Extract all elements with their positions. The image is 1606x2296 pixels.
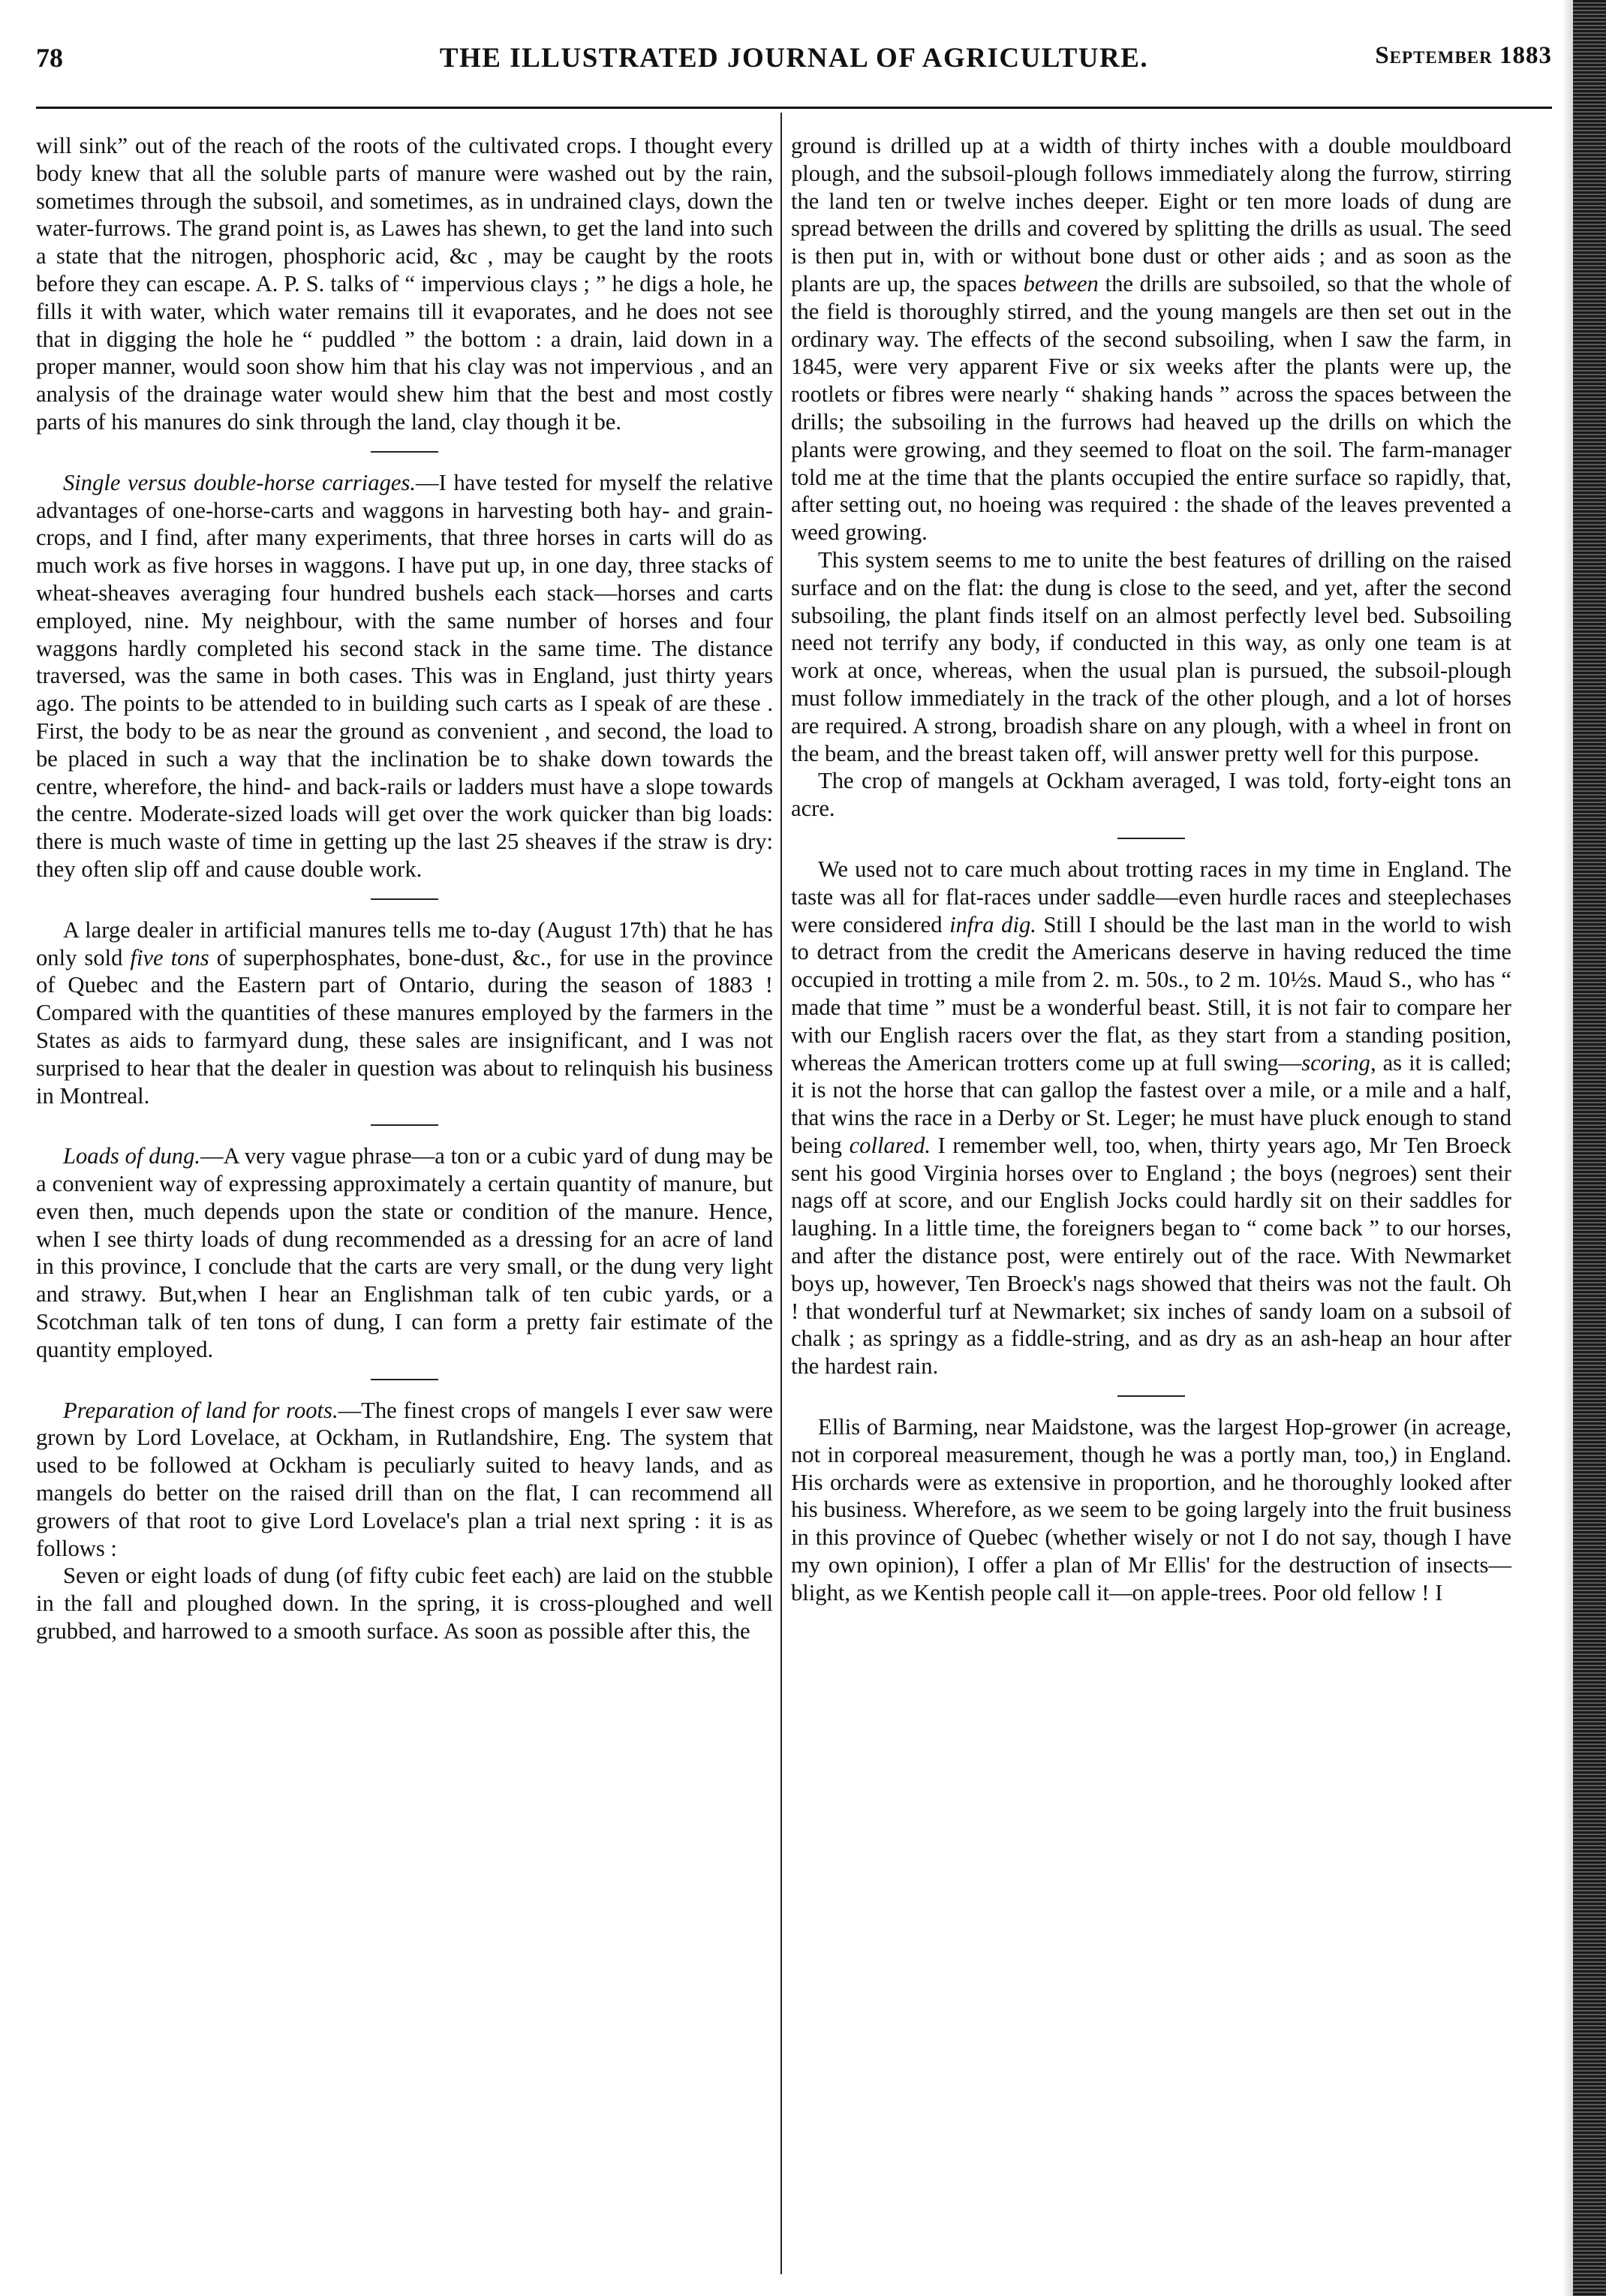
binding-shadow [1562, 0, 1573, 2296]
page-number: 78 [36, 43, 63, 73]
paragraph-loads-of-dung: Loads of dung.—A very vague phrase—a ton or a cubic yard of dung may be a convenient way of expressing approximately a certain quantity of manure, but even then, much depends upon the state or condition of the manure. Hence, when I see thirty loads of dung recommended as a dressing for an acre of land in this province, I conclude that the carts are very small, or the dung very light and strawy. But,when I hear an Englishman talk of ten cubic yards, or a Scotchman talk of ten tons of dung, I can form a pretty fair estimate of the quantity employed. [36, 1143, 773, 1362]
paragraph-manure-drainage: will sink” out of the reach of the roots of the cultivated crops. I thought every body knew that all the soluble parts of manure were washed out by the rain, sometimes through the subsoil, and sometimes, as in undrained clays, down the water-furrows. The grand point is, as Lawes has shewn, to get the land into such a state that the nitrogen, phosphoric acid, &c , may be caught by the roots before they can escape. A. P. S. talks of “ impervious clays ; ” he digs a hole, he fills it with water, which water remains till it evaporates, and he does not see that in digging the hole he “ puddled ” the bottom : a drain, laid down in a proper manner, would soon show him that his clay was not impervious , and an analysis of the drainage water would shew him that the best and most costly parts of his manures do sink through the land, clay though it be. [36, 133, 773, 435]
right-column [791, 132, 1511, 1607]
section-separator [371, 1124, 438, 1126]
header-rule [36, 107, 1552, 109]
paragraph-crop-yield: The crop of mangels at Ockham averaged, I was told, forty-eight tons an acre. [791, 768, 1511, 822]
paragraph-trotting-races: We used not to care much about trotting races in my time in England. The taste was all for flat-races under saddle—even hurdle races and steeplechases were considered infra dig. Still I should be the last man in the world to wish to detract from the credit the Americans deserve in having reduced the time occupied in trotting a mile from 2. m. 50s., to 2 m. 10½s. Maud S., who has “ made that time ” must be a wonderful beast. Still, it is not fair to compare her with our English racers over the flat, as they start from a standing position, whereas the American trotters come up at full swing—scoring, as it is called; it is not the horse that can gallop the fastest over a mile, or a mile and a half, that wins the race in a Derby or St. Leger; he must have pluck enough to stand being collared. I remember well, too, when, thirty years ago, Mr Ten Broeck sent his good Virginia horses over to England ; the boys (negroes) sent their nags off at score, and our English Jocks could hardly sit on their saddles for laughing. In a little time, the foreigners began to “ come back ” to our horses, and after the distance post, were entirely out of the race. With Newmarket boys up, however, Ten Broeck's nags showed that theirs was not the fault. Oh ! that wonderful turf at Newmarket; six inches of sandy loam on a subsoil of chalk ; as springy as a fiddle-string, and as dry as an ash-heap an hour after the hardest rain. [791, 856, 1511, 1380]
section-heading-loads-of-dung: Loads of dung. [63, 1143, 201, 1169]
section-separator [371, 1379, 438, 1380]
paragraph-preparation-roots: Preparation of land for roots.—The finest crops of mangels I ever saw were grown by Lord Lovelace, at Ockham, in Rutlandshire, Eng. The system that used to be followed at Ockham is peculiarly suited to heavy lands, and as mangels do better on the raised drill than on the flat, I can recommend all growers of that root to give Lord Lovelace's plan a trial next spring : it is as follows : [36, 1397, 773, 1561]
issue-date: September 1883 [1375, 42, 1552, 69]
section-separator [1117, 1395, 1185, 1397]
paragraph-ellis-of-barming: Ellis of Barming, near Maidstone, was the largest Hop-grower (in acreage, not in corporeal measurement, though he was a portly man, too,) in England. His orchards were as extensive in proportion, and he thoroughly looked after his business. Wherefore, as we seem to be going largely into the fruit business in this province of Quebec (whether wisely or not I do not say, though I have my own opinion), I offer a plan of Mr Ellis' for the destruction of insects—blight, as we Kentish people call it—on apple-trees. Poor old fellow ! I [791, 1414, 1511, 1605]
section-separator [371, 898, 438, 900]
left-column [36, 132, 773, 1645]
paragraph-carriages: Single versus double-horse carriages.—I have tested for myself the relative advantages of one-horse-carts and waggons in harvesting both hay- and grain-crops, and I find, after many experiments, that three horses in carts will do as much work as five horses in waggons. I have put up, in one day, three stacks of wheat-sheaves averaging four hundred bushels each stack—horses and carts employed, nine. My neighbour, with the same number of horses and four waggons hardly completed his second stack in the same time. The distance traversed, was the same in both cases. This was in England, just thirty years ago. The points to be attended to in building such carts as I speak of are these . First, the body to be as near the ground as convenient , and second, the load to be placed in such a way that the inclination be to shake down towards the centre, wherefore, the hind- and back-rails or ladders must have a slope towards the centre. Moderate-sized loads will get over the work quicker than big loads: there is much waste of time in getting up the last 25 sheaves if the straw is dry: they often slip off and cause double work. [36, 469, 773, 882]
section-separator [1117, 838, 1185, 839]
binding-edge [1573, 0, 1606, 2296]
paragraph-system-features: This system seems to me to unite the best features of drilling on the raised surface and on the flat: the dung is close to the seed, and yet, after the second subsoiling, the plant finds itself on an almost perfectly level bed. Subsoiling need not terrify any body, if conducted in this way, as only one team is at work at once, whereas, when the usual plan is pursued, the subsoil-plough must follow immediately in the track of the other plough, and a lot of horses are required. A strong, broadish share on any plough, with a wheel in front on the beam, and the breast taken off, will answer pretty well for this purpose. [791, 546, 1511, 766]
paragraph-dung-loads-spring: Seven or eight loads of dung (of fifty cubic feet each) are laid on the stubble in the fall and ploughed down. In the spring, it is cross-ploughed and well grubbed, and harrowed to a smooth surface. As soon as possible after this, the [36, 1563, 773, 1645]
section-separator [371, 451, 438, 453]
paragraph-drilling-subsoil: ground is drilled up at a width of thirty inches with a double mouldboard plough, and the subsoil-plough follows immediately along the furrow, stirring the land ten or twelve inches deeper. Eight or ten more loads of dung are spread between the drills and covered by splitting the drills as usual. The seed is then put in, with or without bone dust or other aids ; and as soon as the plants are up, the spaces between the drills are subsoiled, so that the whole of the field is thoroughly stirred, and the young mangels are then set out in the ordinary way. The effects of the second subsoiling, when I saw the farm, in 1845, were very apparent Five or six weeks after the plants were up, the rootlets or fibres were nearly “ shaking hands ” across the spaces between the drills; the subsoiling in the furrows had heaved up the drills on which the plants were growing, and they seemed to float on the soil. The farm-manager told me at the time that the plants occupied the entire surface so rapidly, that, after setting out, no hoeing was required : the shade of the leaves prevented a weed growing. [791, 133, 1511, 546]
section-heading-carriages: Single versus double-horse carriages. [63, 469, 417, 495]
journal-title: THE ILLUSTRATED JOURNAL OF AGRICULTURE. [439, 43, 1149, 74]
page-header [36, 42, 1552, 87]
section-heading-preparation-roots: Preparation of land for roots. [63, 1397, 338, 1423]
paragraph-artificial-manures: A large dealer in artificial manures tells me to-day (August 17th) that he has only sold five tons of superphosphates, bone-dust, &c., for use in the province of Quebec and the Eastern part of Ontario, during the season of 1883 ! Compared with the quantities of these manures employed by the farmers in the States as aids to farmyard dung, these sales are insignificant, and I was not surprised to hear that the dealer in question was about to relinquish his business in Montreal. [36, 916, 773, 1109]
column-divider [780, 113, 782, 2274]
